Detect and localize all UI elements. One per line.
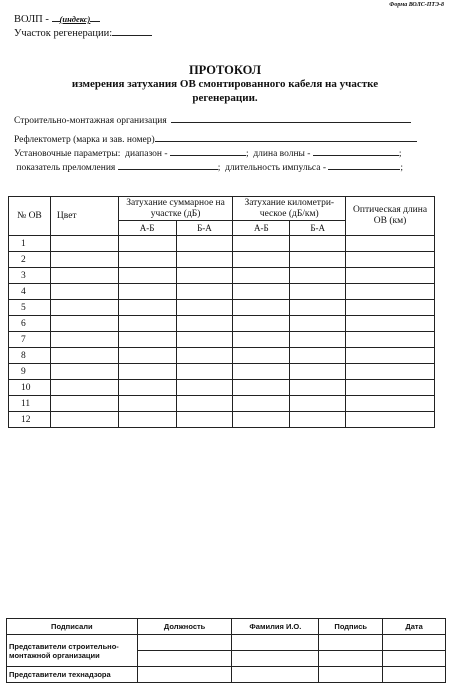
- sig-name-header: Фамилия И.О.: [232, 619, 319, 635]
- refraction-line: показатель преломления ; длительность импульса - ;: [14, 160, 403, 173]
- form-code: Форма ВОЛС-ПТЭ-8: [389, 2, 444, 8]
- range-label: диапазон -: [125, 149, 168, 159]
- table-cell[interactable]: [233, 236, 290, 252]
- row-number: 12: [9, 412, 51, 428]
- reflectometer-label: Рефлектометр (марка и зав. номер): [14, 135, 155, 145]
- sig-signature-header: Подпись: [319, 619, 383, 635]
- row-number: 2: [9, 252, 51, 268]
- table-row: [9, 364, 435, 380]
- table-row: [9, 332, 435, 348]
- table-cell[interactable]: [176, 364, 233, 380]
- dir-ab-total: А-Б: [118, 221, 176, 236]
- table-cell[interactable]: [290, 332, 346, 348]
- table-cell[interactable]: [50, 380, 118, 396]
- org-line: [14, 113, 411, 126]
- table-cell[interactable]: [233, 300, 290, 316]
- table-cell[interactable]: [176, 348, 233, 364]
- col-num-header: № ОВ: [9, 197, 51, 236]
- table-cell[interactable]: [50, 300, 118, 316]
- table-cell[interactable]: [118, 236, 176, 252]
- table-row: [9, 236, 435, 252]
- table-cell[interactable]: [346, 316, 435, 332]
- table-cell[interactable]: [50, 268, 118, 284]
- table-cell[interactable]: [50, 332, 118, 348]
- title-sub-2: регенерации.: [192, 92, 258, 104]
- table-cell[interactable]: [233, 396, 290, 412]
- table-cell[interactable]: [50, 396, 118, 412]
- col-color-header: Цвет: [50, 197, 118, 236]
- signatures-table: [6, 618, 446, 683]
- refraction-label: показатель преломления: [16, 163, 116, 173]
- volp-index: (индекс): [59, 14, 91, 24]
- table-cell[interactable]: [346, 236, 435, 252]
- table-cell[interactable]: [290, 236, 346, 252]
- table-cell[interactable]: [233, 348, 290, 364]
- sig-rep-org: Представители строительно-монтажной организации: [7, 635, 138, 667]
- dir-ba-total: Б-А: [176, 221, 233, 236]
- table-cell[interactable]: [50, 364, 118, 380]
- table-cell[interactable]: [50, 348, 118, 364]
- table-cell[interactable]: [233, 332, 290, 348]
- pulse-field[interactable]: [328, 160, 400, 170]
- table-cell[interactable]: [50, 236, 118, 252]
- row-number: 8: [9, 348, 51, 364]
- table-cell[interactable]: [176, 412, 233, 428]
- settings-label: Установочные параметры:: [14, 149, 121, 159]
- row-number: 4: [9, 284, 51, 300]
- table-cell[interactable]: [118, 332, 176, 348]
- reflectometer-line: [14, 132, 417, 145]
- title-sub-1: измерения затухания ОВ смонтированного кабеля на участке: [71, 78, 379, 90]
- table-row: [9, 252, 435, 268]
- row-number: 9: [9, 364, 51, 380]
- reflectometer-field[interactable]: [155, 132, 417, 142]
- table-cell[interactable]: [346, 252, 435, 268]
- table-row: [9, 396, 435, 412]
- table-cell[interactable]: [176, 252, 233, 268]
- table-cell[interactable]: [118, 252, 176, 268]
- table-cell[interactable]: [290, 268, 346, 284]
- volp-line: [14, 12, 100, 25]
- table-cell[interactable]: [118, 316, 176, 332]
- dir-ab-km: А-Б: [233, 221, 290, 236]
- table-cell[interactable]: [233, 252, 290, 268]
- sig-date-header: Дата: [383, 619, 446, 635]
- sig-signed-header: Подписали: [7, 619, 138, 635]
- section-line: [14, 26, 152, 39]
- settings-line: Установочные параметры: диапазон - ; длина волны - ;: [14, 146, 401, 159]
- section-field[interactable]: [112, 26, 152, 36]
- sig-rep-tech: Представители технадзора: [7, 667, 138, 683]
- table-cell[interactable]: [118, 364, 176, 380]
- col-length-header: Оптическая длина ОВ (км): [346, 197, 435, 236]
- table-cell[interactable]: [176, 300, 233, 316]
- row-number: 5: [9, 300, 51, 316]
- table-cell[interactable]: [50, 316, 118, 332]
- table-cell[interactable]: [176, 316, 233, 332]
- table-cell[interactable]: [233, 284, 290, 300]
- table-cell[interactable]: [290, 380, 346, 396]
- table-cell[interactable]: [176, 284, 233, 300]
- section-label: Участок регенерации:: [14, 28, 113, 39]
- col-total-header: Затухание суммарное на участке (дБ): [118, 197, 233, 221]
- volp-label: ВОЛП -: [14, 14, 52, 25]
- sig-position-header: Должность: [137, 619, 232, 635]
- table-cell[interactable]: [346, 364, 435, 380]
- wavelength-field[interactable]: [313, 146, 399, 156]
- org-label: Строительно-монтажная организация: [14, 116, 167, 126]
- table-cell[interactable]: [346, 348, 435, 364]
- table-cell[interactable]: [233, 412, 290, 428]
- table-cell[interactable]: [290, 364, 346, 380]
- row-number: 3: [9, 268, 51, 284]
- table-cell[interactable]: [118, 412, 176, 428]
- table-cell[interactable]: [176, 268, 233, 284]
- table-cell[interactable]: [176, 396, 233, 412]
- row-number: 7: [9, 332, 51, 348]
- table-cell[interactable]: [233, 268, 290, 284]
- table-cell[interactable]: [118, 284, 176, 300]
- table-cell[interactable]: [233, 380, 290, 396]
- table-cell[interactable]: [290, 412, 346, 428]
- table-cell[interactable]: [233, 316, 290, 332]
- table-cell[interactable]: [176, 236, 233, 252]
- table-row: [9, 412, 435, 428]
- dir-ba-km: Б-А: [290, 221, 346, 236]
- org-field[interactable]: [171, 113, 411, 123]
- table-cell[interactable]: [346, 380, 435, 396]
- table-row: [9, 300, 435, 316]
- table-cell[interactable]: [118, 396, 176, 412]
- table-row: [9, 316, 435, 332]
- table-cell[interactable]: [290, 300, 346, 316]
- table-row: [9, 284, 435, 300]
- table-cell[interactable]: [346, 332, 435, 348]
- row-number: 6: [9, 316, 51, 332]
- title-main: ПРОТОКОЛ: [188, 63, 262, 77]
- table-cell[interactable]: [290, 284, 346, 300]
- table-cell[interactable]: [50, 284, 118, 300]
- table-cell[interactable]: [290, 252, 346, 268]
- row-number: 10: [9, 380, 51, 396]
- wavelength-label: длина волны -: [253, 149, 311, 159]
- row-number: 1: [9, 236, 51, 252]
- table-cell[interactable]: [50, 412, 118, 428]
- refraction-field[interactable]: [118, 160, 218, 170]
- table-body: [9, 236, 435, 428]
- table-row: [9, 268, 435, 284]
- table-cell[interactable]: [346, 300, 435, 316]
- table-row: [9, 348, 435, 364]
- table-cell[interactable]: [290, 316, 346, 332]
- pulse-label: длительность импульса -: [225, 163, 326, 173]
- table-cell[interactable]: [290, 348, 346, 364]
- table-cell[interactable]: [176, 380, 233, 396]
- table-cell[interactable]: [176, 332, 233, 348]
- table-cell[interactable]: [118, 268, 176, 284]
- col-km-header: Затухание километри-ческое (дБ/км): [233, 197, 346, 221]
- table-cell[interactable]: [118, 300, 176, 316]
- table-cell[interactable]: [346, 284, 435, 300]
- measurement-table: [8, 196, 435, 428]
- table-cell[interactable]: [233, 364, 290, 380]
- table-cell[interactable]: [346, 412, 435, 428]
- range-field[interactable]: [170, 146, 246, 156]
- table-cell[interactable]: [50, 252, 118, 268]
- table-cell[interactable]: [346, 268, 435, 284]
- table-cell[interactable]: [346, 396, 435, 412]
- row-number: 11: [9, 396, 51, 412]
- table-row: [9, 380, 435, 396]
- table-cell[interactable]: [118, 380, 176, 396]
- table-cell[interactable]: [290, 396, 346, 412]
- table-cell[interactable]: [118, 348, 176, 364]
